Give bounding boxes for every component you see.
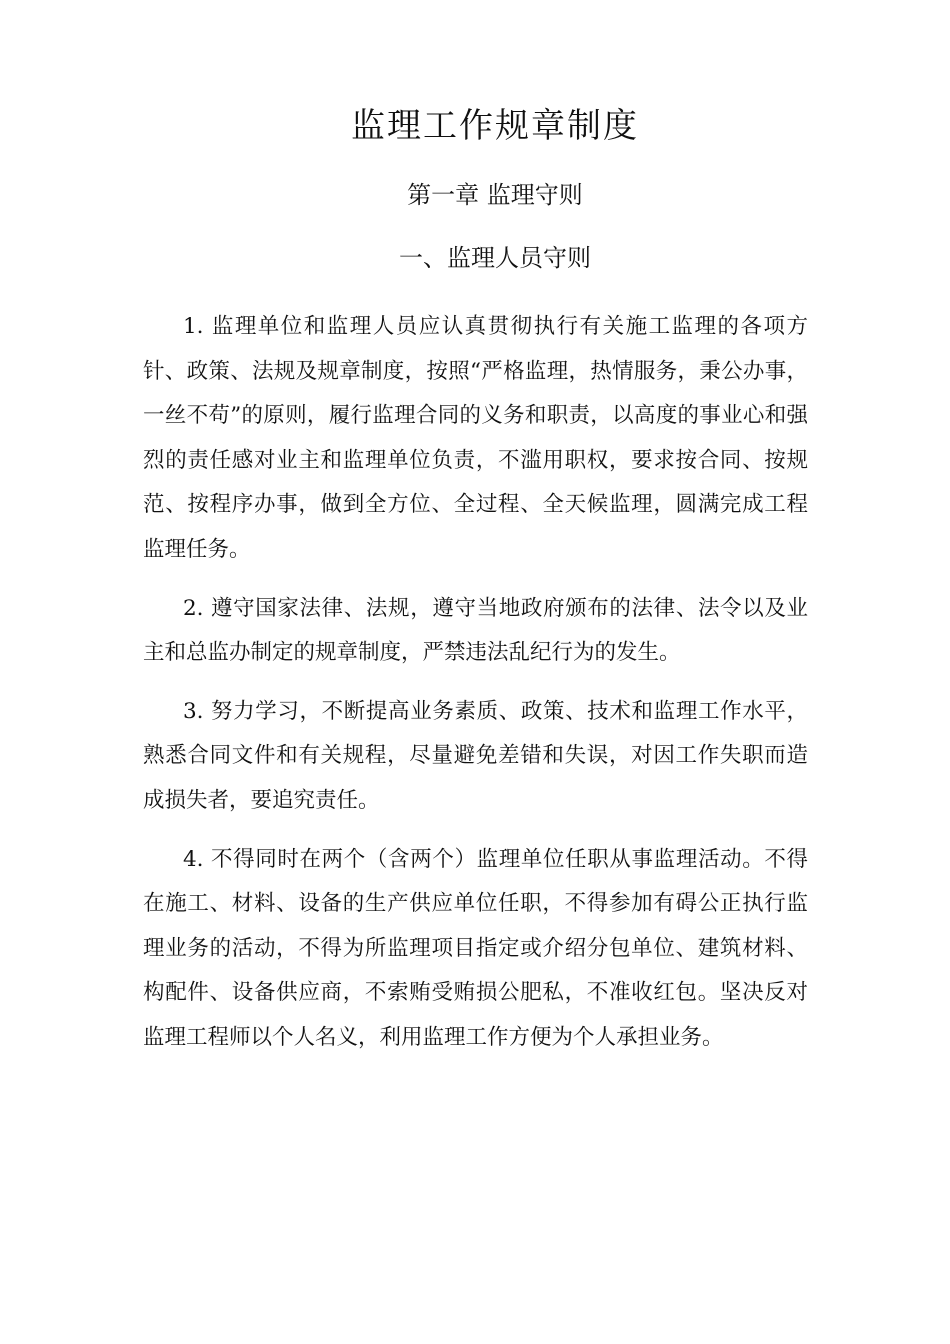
paragraph-1: 1. 监理单位和监理人员应认真贯彻执行有关施工监理的各项方针、政策、法规及规章制度，按照“严格监理，热情服务，秉公办事，一丝不苟”的原则，履行监理合同的义务和职责，以高度的事业心和强烈的责任感对业主和监理单位负责，不滥用职权，要求按合同、按规范、按程序办事，做到全方位、全过程、全天候监理，圆满完成工程监理任务。 <box>143 314 808 562</box>
section-title: 一、监理人员守则 <box>399 244 591 272</box>
paragraph-2: 2. 遵守国家法律、法规，遵守当地政府颁布的法律、法令以及业主和总监办制定的规章制度，严禁违法乱纪行为的发生。 <box>143 595 808 666</box>
paragraph-3: 3. 努力学习，不断提高业务素质、政策、技术和监理工作水平，熟悉合同文件和有关规程，尽量避免差错和失误，对因工作失职而造成损失者，要追究责任。 <box>143 698 808 813</box>
chapter-title: 第一章 监理守则 <box>407 181 583 209</box>
document-body <box>143 305 808 1075</box>
page-title: 监理工作规章制度 <box>351 106 639 146</box>
paragraph-4: 4. 不得同时在两个（含两个）监理单位任职从事监理活动。不得在施工、材料、设备的生产供应单位任职，不得参加有碍公正执行监理业务的活动，不得为所监理项目指定或介绍分包单位、建筑材料、构配件、设备供应商，不索贿受贿损公肥私，不准收红包。坚决反对监理工程师以个人名义，利用监理工作方便为个人承担业务。 <box>143 846 808 1050</box>
